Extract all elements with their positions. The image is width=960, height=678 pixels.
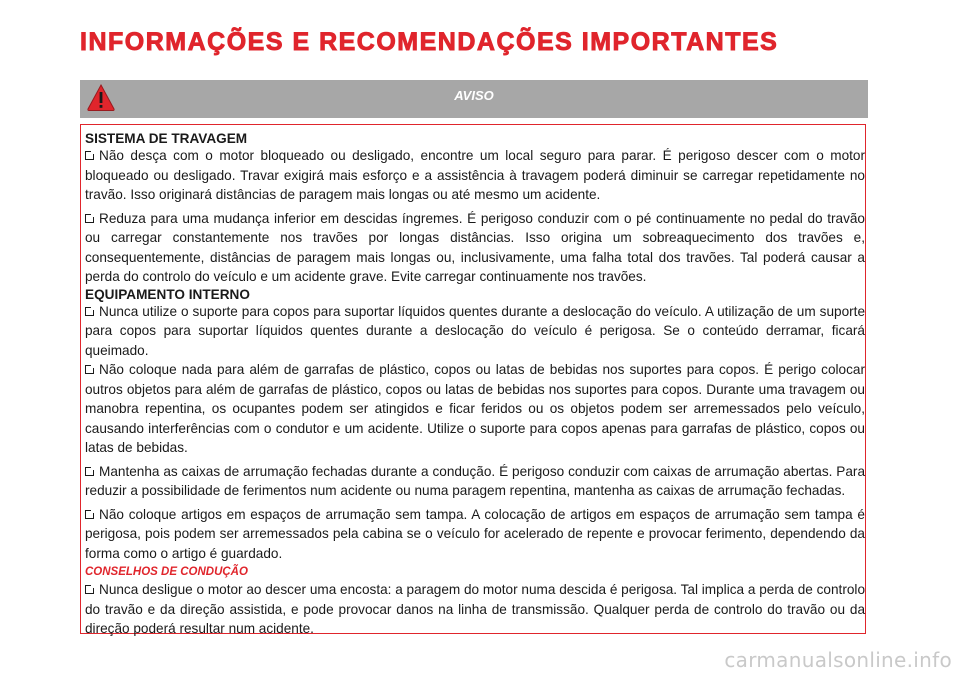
bullet-icon	[85, 467, 94, 476]
bullet-icon	[85, 307, 94, 316]
bullet-icon	[85, 585, 94, 594]
paragraph: Reduza para uma mudança inferior em descidas íngremes. É perigoso conduzir com o pé continuamente no pedal do travão ou carregar constantemente nos travões por longas distâncias. Isso origina um sobreaquecimento dos travões e, consequentemente, distâncias de paragem mais longas ou, inclusivamente, uma falha total dos travões. Tal poderá causar a perda do controlo do veículo e um acidente grave. Evite carregar continuamente nos travões.	[85, 210, 865, 284]
bullet-icon	[85, 214, 94, 223]
bullet-icon	[85, 365, 94, 374]
page-title: INFORMAÇÕES E RECOMENDAÇÕES IMPORTANTES	[80, 28, 779, 56]
section-heading-braking: SISTEMA DE TRAVAGEM	[85, 131, 248, 146]
section-heading-interior: EQUIPAMENTO INTERNO	[85, 286, 250, 302]
section-heading-driving: CONSELHOS DE CONDUÇÃO	[85, 566, 248, 578]
watermark: carmanualsonline.info	[724, 648, 952, 672]
warning-banner	[80, 80, 868, 118]
bullet-icon	[85, 510, 94, 519]
paragraph: Nunca utilize o suporte para copos para suportar líquidos quentes durante a deslocação do veículo. A utilização de um suporte para copos para suportar líquidos quentes durante a deslocação do veículo é perigosa. Se o conteúdo derramar, ficará queimado.	[85, 303, 865, 358]
bullet-icon	[85, 151, 94, 160]
paragraph: Nunca desligue o motor ao descer uma encosta: a paragem do motor numa descida é perigosa. Tal implica a perda de controlo do travão e da direção assistida, e pode provocar danos na linha de transmissão. Qualquer perda de controlo do travão ou da direção poderá resultar num acidente.	[85, 582, 865, 636]
paragraph: Não coloque nada para além de garrafas de plástico, copos ou latas de bebidas nos suportes para copos. É perigo colocar outros objetos para além de garrafas de plástico, copos ou latas de bebidas nos suportes para copos. Durante uma travagem ou manobra repentina, os ocupantes podem ser atingidos e ficar feridos ou os objetos podem ser arremessados pelo veículo, causando interferências com o condutor e um acidente. Utilize o suporte para copos apenas para garrafas de plástico, copos ou latas de bebidas.	[85, 362, 865, 455]
warning-label: AVISO	[454, 88, 494, 103]
paragraph: Não desça com o motor bloqueado ou desligado, encontre um local seguro para parar. É perigoso descer com o motor bloqueado ou desligado. Travar exigirá mais esforço e a assistência à travagem poderá diminuir se carregar repetidamente no travão. Isso originará distâncias de paragem mais longas ou até mesmo um acidente.	[85, 148, 865, 202]
paragraph: Mantenha as caixas de arrumação fechadas durante a condução. É perigoso conduzir com caixas de arrumação abertas. Para reduzir a possibilidade de ferimentos num acidente ou numa paragem repentina, mantenha as caixas de arrumação fechadas.	[85, 463, 865, 498]
paragraph: Não coloque artigos em espaços de arrumação sem tampa. A colocação de artigos em espaços de arrumação sem tampa é perigosa, pois podem ser arremessados pela cabina se o veículo for acelerado de repente e provocar ferimento, dependendo da forma como o artigo é guardado.	[85, 506, 865, 561]
warning-content	[80, 124, 866, 634]
